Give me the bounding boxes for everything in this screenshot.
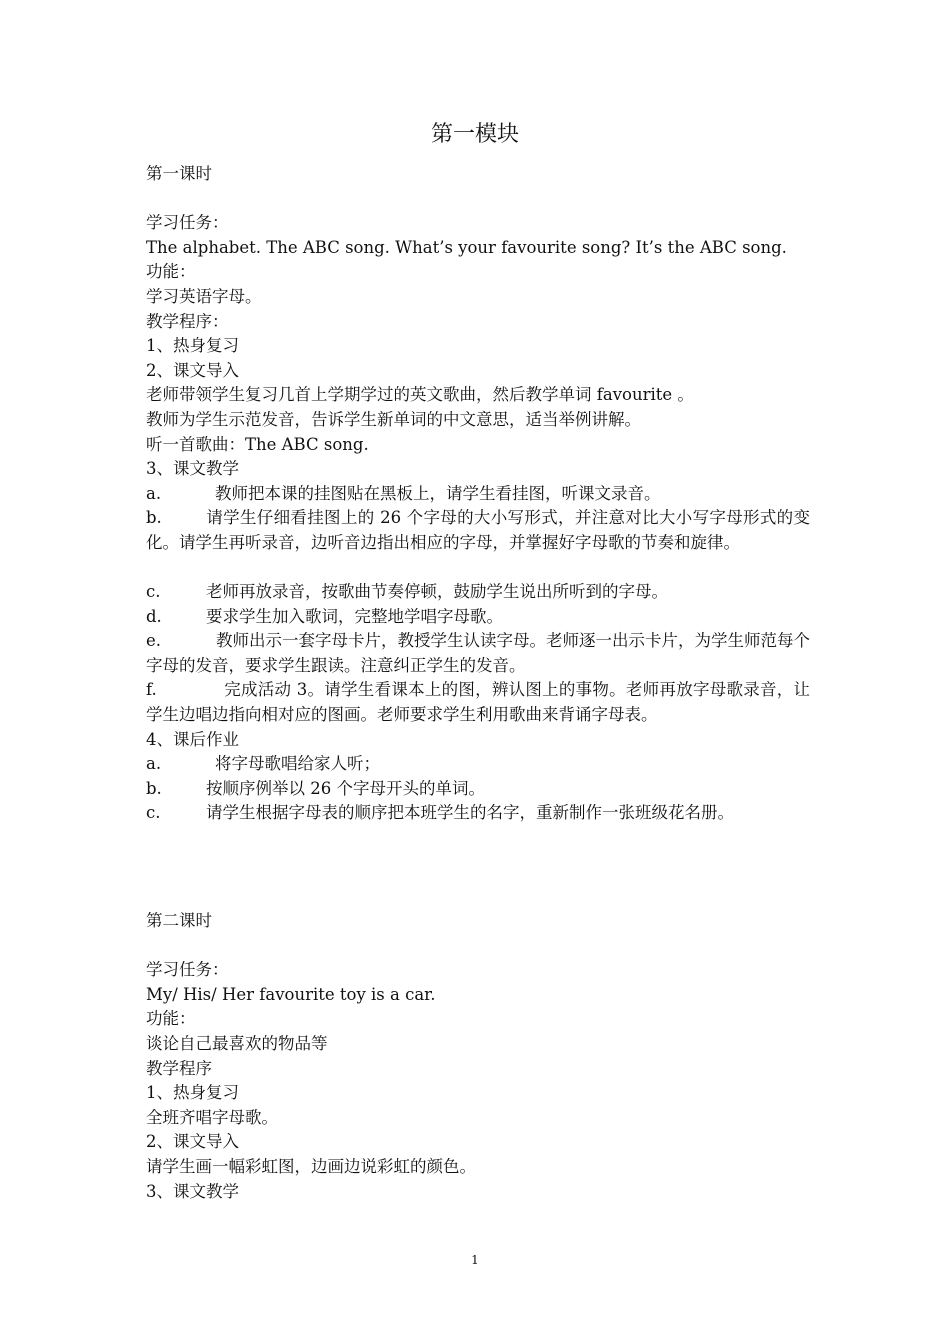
page-title: 第一模块 (430, 122, 519, 147)
item-text: f. 完成活动 3。请学生看课本上的图，辨认图上的事物。老师再放字母歌录音，让学生边唱边指向相对应的图画。老师要求学生利用歌曲来背诵字母表。 (146, 680, 810, 725)
homework-item-c (146, 801, 810, 826)
item-marker: b. (146, 778, 162, 798)
lesson-1-section (146, 162, 810, 826)
function-text: 谈论自己最喜欢的物品等 (146, 1033, 328, 1053)
homework-item-b (146, 777, 810, 802)
item-marker: e. (146, 631, 162, 651)
step-1-text: 全班齐唱字母歌。 (146, 1107, 278, 1127)
procedure-label: 教学程序： (146, 311, 229, 331)
item-marker: a. (146, 754, 162, 774)
item-marker: f. (146, 680, 157, 700)
teaching-item-f (146, 678, 810, 727)
step-3-heading: 3、课文教学 (146, 459, 239, 479)
lesson-2-section (146, 909, 810, 1204)
task-label: 学习任务： (146, 213, 229, 233)
page-number: 1 (471, 1253, 479, 1267)
item-text: e. 教师出示一套字母卡片，教授学生认读字母。老师逐一出示卡片，为学生师范每个字母的发音，要求学生跟读。注意纠正学生的发音。 (146, 631, 810, 675)
item-text: 按顺序例举以 26 个字母开头的单词。 (206, 778, 485, 798)
task-text: My/ His/ Her favourite toy is a car. (146, 984, 436, 1004)
step-2-line-3: 听一首歌曲：The ABC song. (146, 434, 369, 454)
function-text: 学习英语字母。 (146, 286, 262, 306)
teaching-item-e (146, 629, 810, 678)
homework-item-a (146, 752, 810, 777)
item-marker: a. (146, 483, 162, 503)
step-1-heading: 1、热身复习 (146, 1083, 239, 1103)
function-label: 功能： (146, 1009, 196, 1029)
item-text: 老师再放录音，按歌曲节奏停顿，鼓励学生说出所听到的字母。 (206, 582, 668, 602)
teaching-item-a (146, 482, 810, 507)
teaching-item-b (146, 506, 810, 580)
task-text: The alphabet. The ABC song. What’s your favourite song? It’s the ABC song. (146, 237, 787, 257)
step-2-heading: 2、课文导入 (146, 1132, 239, 1152)
item-marker: b. (146, 508, 162, 528)
step-2-line-1: 老师带领学生复习几首上学期学过的英文歌曲，然后教学单词 favourite 。 (146, 385, 694, 405)
task-label: 学习任务： (146, 960, 229, 980)
procedure-label: 教学程序 (146, 1058, 212, 1078)
teaching-item-d (146, 605, 810, 630)
lesson-1-heading: 第一课时 (146, 164, 212, 183)
function-label: 功能： (146, 262, 196, 282)
blank-line (146, 934, 810, 959)
blank-line (146, 187, 810, 212)
item-marker: c. (146, 803, 161, 823)
item-marker: c. (146, 582, 161, 602)
item-text: 请学生根据字母表的顺序把本班学生的名字，重新制作一张班级花名册。 (206, 803, 734, 823)
step-2-line-2: 教师为学生示范发音，告诉学生新单词的中文意思，适当举例讲解。 (146, 409, 641, 429)
item-text: 要求学生加入歌词，完整地学唱字母歌。 (206, 606, 503, 626)
item-text: b. 请学生仔细看挂图上的 26 个字母的大小写形式，并注意对比大小写字母形式的变化。请学生再听录音，边听音边指出相应的字母，并掌握好字母歌的节奏和旋律。 (146, 508, 810, 552)
teaching-item-c (146, 580, 810, 605)
lesson-2-heading: 第二课时 (146, 911, 212, 930)
step-2-text: 请学生画一幅彩虹图，边画边说彩虹的颜色。 (146, 1156, 476, 1176)
step-1-heading: 1、热身复习 (146, 336, 239, 356)
step-2-heading: 2、课文导入 (146, 360, 239, 380)
item-marker: d. (146, 606, 162, 626)
item-text: 将字母歌唱给家人听； (215, 754, 380, 774)
item-text: 教师把本课的挂图贴在黑板上，请学生看挂图，听课文录音。 (215, 483, 661, 503)
step-4-heading: 4、课后作业 (146, 729, 239, 749)
step-3-heading: 3、课文教学 (146, 1181, 239, 1201)
